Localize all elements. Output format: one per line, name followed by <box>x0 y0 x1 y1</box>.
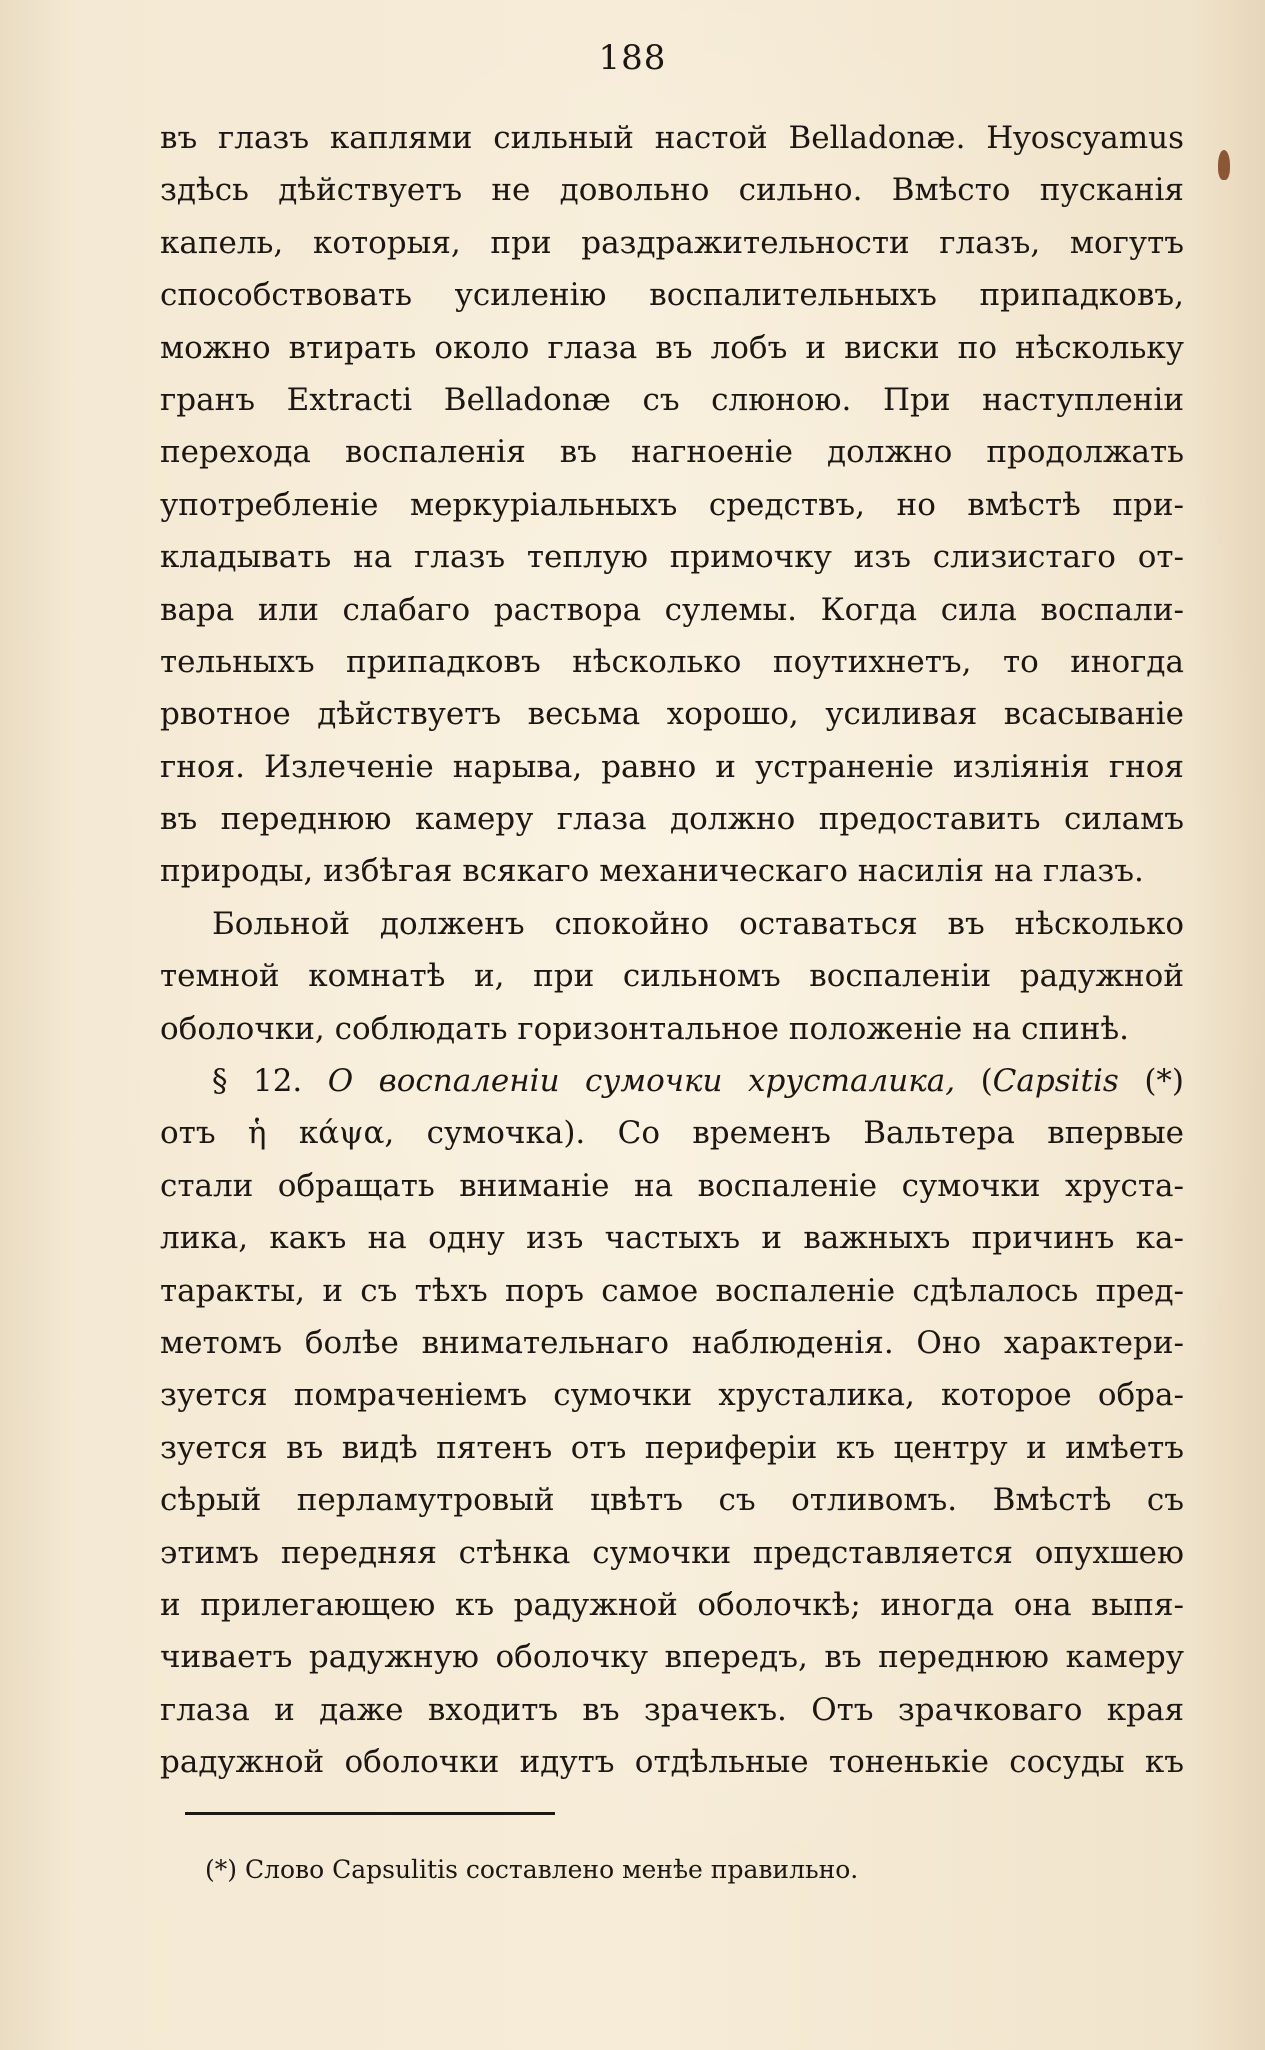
text-line: рвотное дѣйствуетъ весьма хорошо, усиливая всасываніе <box>160 696 1184 733</box>
text-line: природы, избѣгая всякаго механическаго насилія на глазъ. <box>160 853 1144 890</box>
text-line: зуется въ видѣ пятенъ отъ периферіи къ центру и имѣетъ <box>160 1429 1184 1466</box>
text-line: перехода воспаленія въ нагноеніе должно продолжать <box>160 434 1184 471</box>
text-line: этимъ передняя стѣнка сумочки представляется опухшею <box>160 1534 1184 1571</box>
text-line: гранъ Extracti Belladonæ съ слюною. При наступленіи <box>160 381 1184 418</box>
text-line: метомъ болѣе внимательнаго наблюденія. Оно характери- <box>160 1324 1184 1361</box>
text-line: употребленіе меркуріальныхъ средствъ, но вмѣстѣ при- <box>160 486 1184 523</box>
text-line: можно втирать около глаза въ лобъ и виски по нѣскольку <box>160 329 1184 366</box>
text-line: оболочки, соблюдать горизонтальное положеніе на спинѣ. <box>160 1010 1129 1047</box>
text-line: стали обращать вниманіе на воспаленіе сумочки хруста- <box>160 1167 1184 1204</box>
section-mark: § 12. <box>212 1063 303 1100</box>
section-heading-line <box>160 1055 1184 1107</box>
text-line: таракты, и съ тѣхъ поръ самое воспаленіе сдѣлалось пред- <box>160 1272 1184 1309</box>
text-line: въ глазъ каплями сильный настой Belladonæ. Hyoscyamus <box>160 120 1184 156</box>
text-line: гноя. Излеченіе нарыва, равно и устраненіе изліянія гноя <box>160 748 1184 785</box>
text-line: капель, которыя, при раздражительности глазъ, могутъ <box>160 224 1184 261</box>
text-line: Больной долженъ спокойно оставаться въ нѣсколько <box>212 905 1184 942</box>
page-number: 188 <box>598 38 667 78</box>
text-line: отъ ἡ κάψα, сумочка). Со временъ Вальтера впервые <box>160 1115 1184 1152</box>
section-title: О воспаленіи сумочки хрусталика, <box>327 1063 956 1100</box>
body-text <box>160 112 1184 1789</box>
text-line: тельныхъ припадковъ нѣсколько поутихнетъ, то иногда <box>160 643 1184 680</box>
footnote-divider <box>185 1812 555 1815</box>
text-line: въ переднюю камеру глаза должно предоставить силамъ <box>160 801 1184 838</box>
text-line: радужной оболочки идутъ отдѣльные тоненькіе сосуды къ <box>160 1744 1184 1781</box>
text-line: сѣрый перламутровый цвѣтъ съ отливомъ. Вмѣстѣ съ <box>160 1482 1184 1519</box>
text-line: кладывать на глазъ теплую примочку изъ слизистаго от- <box>160 539 1184 576</box>
text-line: вара или слабаго раствора сулемы. Когда сила воспали- <box>160 591 1184 628</box>
text-line: глаза и даже входитъ въ зрачекъ. Отъ зрачковаго края <box>160 1691 1184 1728</box>
open-paren: ( <box>980 1063 993 1100</box>
section-term: Capsitis <box>992 1063 1119 1100</box>
text-line: здѣсь дѣйствуетъ не довольно сильно. Вмѣсто пусканія <box>160 172 1184 209</box>
text-line: и прилегающею къ радужной оболочкѣ; иногда она выпя- <box>160 1586 1184 1623</box>
text-line: темной комнатѣ и, при сильномъ воспаленіи радужной <box>160 958 1184 995</box>
text-line: зуется помраченіемъ сумочки хрусталика, которое обра- <box>160 1377 1184 1414</box>
ink-blot <box>1218 150 1230 180</box>
text-line: лика, какъ на одну изъ частыхъ и важныхъ причинъ ка- <box>160 1220 1184 1257</box>
text-line: чиваетъ радужную оболочку впередъ, въ переднюю камеру <box>160 1639 1184 1676</box>
footnote-ref: (*) <box>1144 1063 1184 1100</box>
footnote: (*) Слово Capsulitis составлено менѣе правильно. <box>205 1855 859 1884</box>
text-line: способствовать усиленію воспалительныхъ припадковъ, <box>160 277 1184 314</box>
